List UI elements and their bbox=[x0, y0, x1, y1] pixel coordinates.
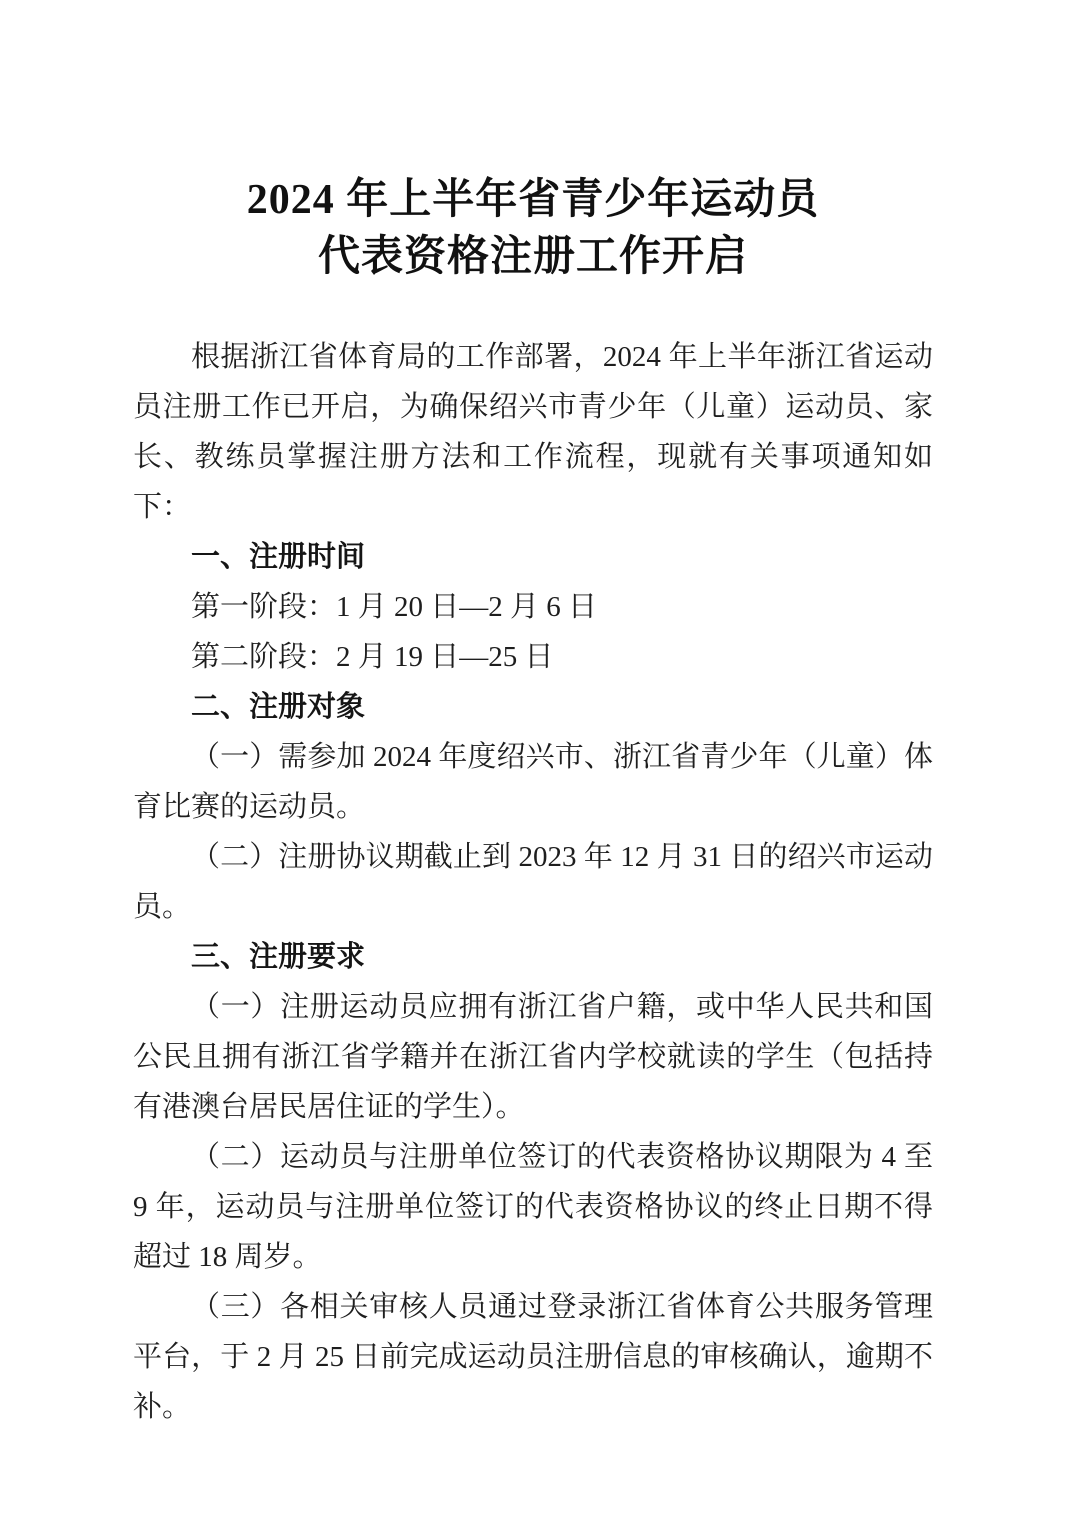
section-3-item-3: （三）各相关审核人员通过登录浙江省体育公共服务管理平台，于 2 月 25 日前完成运动员注册信息的审核确认，逾期不补。 bbox=[133, 1291, 933, 1423]
section-1-item-2: 第二阶段：2 月 19 日—25 日 bbox=[191, 641, 554, 673]
title-line-2: 代表资格注册工作开启 bbox=[317, 234, 748, 280]
section-2-heading: 二、注册对象 bbox=[191, 691, 366, 723]
document-title bbox=[133, 172, 933, 286]
section-1-heading: 一、注册时间 bbox=[191, 541, 366, 573]
section-3-item-1: （一）注册运动员应拥有浙江省户籍，或中华人民共和国公民且拥有浙江省学籍并在浙江省内学校就读的学生（包括持有港澳台居民居住证的学生）。 bbox=[133, 991, 933, 1123]
title-line-1: 2024 年上半年省青少年运动员 bbox=[246, 177, 820, 223]
section-2-item-2: （二）注册协议期截止到 2023 年 12 月 31 日的绍兴市运动员。 bbox=[133, 841, 933, 923]
section-3-heading: 三、注册要求 bbox=[191, 941, 366, 973]
section-1-item-1: 第一阶段：1 月 20 日—2 月 6 日 bbox=[191, 591, 598, 623]
intro-paragraph: 根据浙江省体育局的工作部署，2024 年上半年浙江省运动员注册工作已开启，为确保绍兴市青少年（儿童）运动员、家长、教练员掌握注册方法和工作流程，现就有关事项通知如下： bbox=[133, 341, 933, 523]
section-2-item-1: （一）需参加 2024 年度绍兴市、浙江省青少年（儿童）体育比赛的运动员。 bbox=[133, 741, 933, 823]
section-3-item-2: （二）运动员与注册单位签订的代表资格协议期限为 4 至 9 年，运动员与注册单位签订的代表资格协议的终止日期不得超过 18 周岁。 bbox=[133, 1141, 933, 1273]
document-body bbox=[133, 332, 933, 1432]
